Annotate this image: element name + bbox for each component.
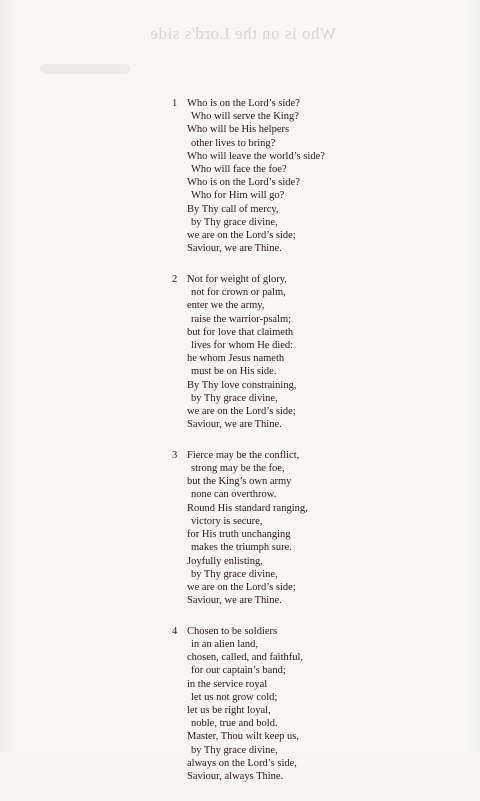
verse-number: 3 bbox=[172, 449, 178, 461]
verse-3 bbox=[172, 449, 462, 607]
verse-line: by Thy grace divine, bbox=[191, 216, 278, 228]
verse-line: noble, true and bold. bbox=[191, 718, 278, 730]
verse-line: for our captain’s band; bbox=[191, 665, 286, 677]
verse-line: Fierce may be the conflict, bbox=[187, 449, 300, 461]
verse-number: 1 bbox=[172, 98, 178, 109]
verse-line: By Thy call of mercy, bbox=[187, 203, 279, 215]
verse-line: Master, Thou wilt keep us, bbox=[187, 731, 299, 743]
verse-number: 2 bbox=[172, 273, 178, 285]
verse-line: by Thy grace divine, bbox=[191, 744, 278, 756]
verse-line: let us not grow cold; bbox=[191, 691, 278, 703]
verse-line: he whom Jesus nameth bbox=[187, 353, 285, 365]
verse-line: by Thy grace divine, bbox=[191, 392, 278, 404]
verse-line: in an alien land, bbox=[191, 639, 259, 651]
bleed-through-heading: Who is on the Lord's side bbox=[150, 24, 337, 43]
verse-line: not for crown or palm, bbox=[191, 287, 286, 299]
verse-line: Who will face the foe? bbox=[191, 164, 287, 176]
verse-lines bbox=[187, 625, 462, 783]
verse-lines bbox=[187, 97, 462, 255]
verse-line: Saviour, we are Thine. bbox=[187, 243, 282, 255]
verse-4 bbox=[172, 625, 462, 783]
verse-line: raise the warrior-psalm; bbox=[191, 313, 292, 325]
verse-line: but for love that claimeth bbox=[187, 326, 294, 338]
verse-line: Chosen to be soldiers bbox=[187, 625, 278, 637]
verse-line: Who for Him will go? bbox=[191, 190, 285, 202]
verse-line: chosen, called, and faithful, bbox=[187, 652, 304, 664]
verse-number: 4 bbox=[172, 625, 178, 637]
verse-line: we are on the Lord’s side; bbox=[187, 581, 296, 593]
bleed-through-mark bbox=[40, 64, 130, 74]
verse-line: strong may be the foe, bbox=[191, 463, 285, 475]
verse-line: always on the Lord’s side, bbox=[187, 757, 297, 769]
verse-line: makes the triumph sure. bbox=[191, 542, 292, 554]
verse-line: Who will leave the world’s side? bbox=[187, 150, 325, 162]
verse-line: for His truth unchanging bbox=[187, 529, 291, 541]
verse-line: none can overthrow. bbox=[191, 489, 277, 501]
verse-line: enter we the army, bbox=[187, 300, 265, 312]
verse-line: Round His standard ranging, bbox=[187, 502, 308, 514]
verse-line: Not for weight of glory, bbox=[187, 273, 287, 285]
verse-lines bbox=[187, 449, 462, 607]
verse-line: other lives to bring? bbox=[191, 137, 276, 149]
verse-line: we are on the Lord’s side; bbox=[187, 405, 296, 417]
verse-line: Saviour, we are Thine. bbox=[187, 595, 282, 607]
verse-line: lives for whom He died: bbox=[191, 339, 294, 351]
verse-line: Saviour, always Thine. bbox=[187, 771, 284, 783]
verse-line: must be on His side. bbox=[191, 366, 277, 378]
verse-line: but the King’s own army bbox=[187, 476, 292, 488]
verse-line: Who is on the Lord’s side? bbox=[187, 98, 300, 109]
verse-line: Joyfully enlisting, bbox=[187, 555, 263, 567]
verse-line: Saviour, we are Thine. bbox=[187, 419, 282, 431]
verse-line: in the service royal bbox=[187, 678, 268, 690]
verse-line: Who is on the Lord’s side? bbox=[187, 177, 300, 189]
verse-line: victory is secure, bbox=[191, 515, 263, 527]
hymn-text bbox=[172, 97, 462, 801]
verse-line: By Thy love constraining, bbox=[187, 379, 297, 391]
verse-line: Who will be His helpers bbox=[187, 124, 290, 136]
verse-line: by Thy grace divine, bbox=[191, 568, 278, 580]
verse-line: we are on the Lord’s side; bbox=[187, 230, 296, 242]
verse-line: Who will serve the King? bbox=[191, 111, 299, 123]
verse-lines bbox=[187, 273, 462, 431]
verse-1 bbox=[172, 97, 462, 255]
verse-line: let us be right loyal, bbox=[187, 705, 271, 717]
verse-2 bbox=[172, 273, 462, 431]
